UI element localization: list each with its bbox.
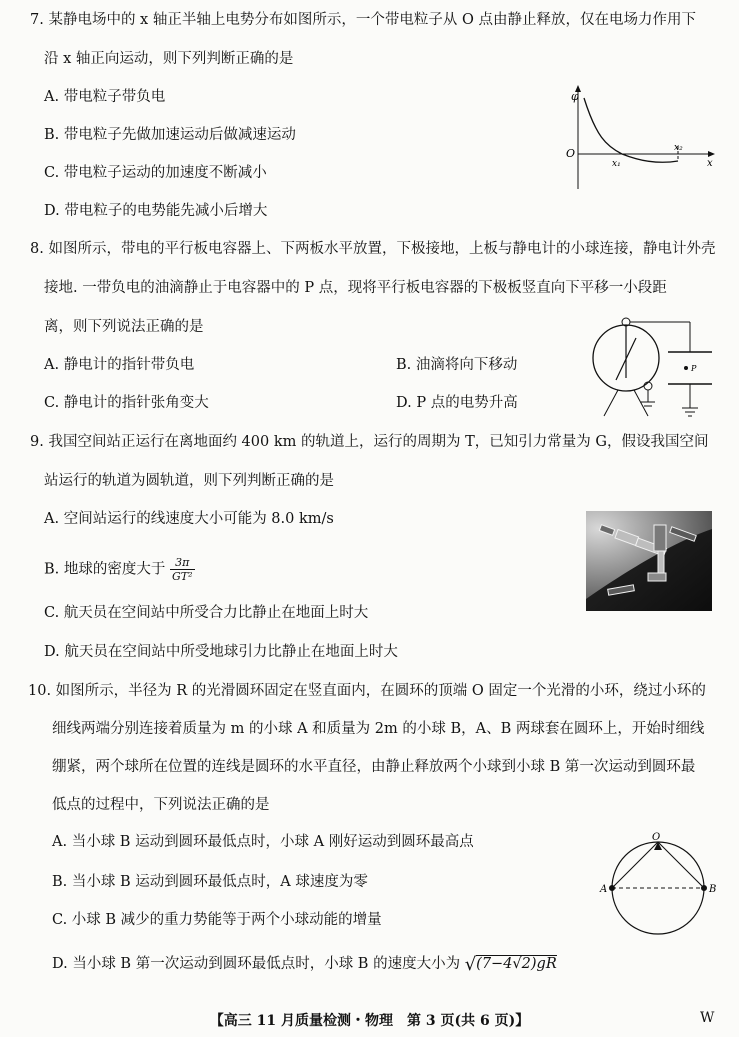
q10-stem-line4: 低点的过程中，下列说法正确的是 bbox=[52, 797, 270, 813]
q10-ring-diagram bbox=[598, 830, 722, 938]
q7-x-axis-label: x bbox=[707, 158, 713, 169]
q8-option-c: C. 静电计的指针张角变大 bbox=[44, 395, 209, 411]
q10-option-b: B. 当小球 B 运动到圆环最低点时，A 球速度为零 bbox=[52, 874, 368, 890]
q8-stem-line3: 离，则下列说法正确的是 bbox=[44, 319, 204, 335]
q7-option-c: C. 带电粒子运动的加速度不断减小 bbox=[44, 165, 267, 181]
q9-fraction-numerator: 3π bbox=[170, 556, 195, 570]
q9-option-a: A. 空间站运行的线速度大小可能为 8.0 km/s bbox=[44, 511, 334, 527]
q10-o-label: O bbox=[652, 832, 661, 843]
q7-x2-label: x₂ bbox=[674, 143, 683, 153]
q7-option-a: A. 带电粒子带负电 bbox=[44, 89, 166, 105]
q10-option-d bbox=[52, 954, 557, 975]
q10-stem-line2: 细线两端分别连接着质量为 m 的小球 A 和质量为 2m 的小球 B，A、B 两球套在圆环上，开始时细线 bbox=[52, 721, 705, 737]
q9-density-fraction bbox=[170, 556, 195, 583]
q9-option-c: C. 航天员在空间站中所受合力比静止在地面上时大 bbox=[44, 605, 369, 621]
q9-stem-line1: 9. 我国空间站正运行在离地面约 400 km 的轨道上，运行的周期为 T，已知引力常量为 G，假设我国空间 bbox=[30, 434, 709, 450]
q10-sqrt-sign: √ bbox=[464, 954, 477, 975]
q7-stem-line1: 7. 某静电场中的 x 轴正半轴上电势分布如图所示，一个带电粒子从 O 点由静止释放，仅在电场力作用下 bbox=[30, 12, 696, 28]
q9-option-b bbox=[44, 556, 195, 583]
q8-option-d: D. P 点的电势升高 bbox=[396, 395, 518, 411]
q8-option-b: B. 油滴将向下移动 bbox=[396, 357, 518, 373]
q10-sqrt-radicand: (7−4√2)gR bbox=[476, 956, 557, 972]
q8-electrometer-capacitor-diagram bbox=[590, 312, 725, 424]
q8-p-label: P bbox=[691, 364, 697, 373]
q10-a-label: A bbox=[600, 884, 608, 895]
q9-stem-line2: 站运行的轨道为圆轨道，则下列判断正确的是 bbox=[44, 473, 334, 489]
q10-stem-line1: 10. 如图所示，半径为 R 的光滑圆环固定在竖直面内，在圆环的顶端 O 固定一个光滑的小环，绕过小环的 bbox=[28, 683, 706, 699]
q7-option-d: D. 带电粒子的电势能先减小后增大 bbox=[44, 203, 268, 219]
q7-phi-label: φ bbox=[571, 90, 579, 103]
q7-option-b: B. 带电粒子先做加速运动后做减速运动 bbox=[44, 127, 296, 143]
q9-option-d: D. 航天员在空间站中所受地球引力比静止在地面上时大 bbox=[44, 644, 398, 660]
q10-option-c: C. 小球 B 减少的重力势能等于两个小球动能的增量 bbox=[52, 912, 382, 928]
q8-stem-line1: 8. 如图所示，带电的平行板电容器上、下两板水平放置，下极接地，上板与静电计的小球连接，静电计外壳 bbox=[30, 241, 716, 257]
q10-stem-line3: 绷紧，两个球所在位置的连线是圆环的水平直径，由静止释放两个小球到小球 B 第一次运动到圆环最 bbox=[52, 759, 696, 775]
q10-option-d-text: D. 当小球 B 第一次运动到圆环最低点时，小球 B 的速度大小为 bbox=[52, 956, 461, 972]
space-station-photo bbox=[586, 511, 712, 611]
q10-b-label: B bbox=[709, 884, 717, 895]
page-footer: 【高三 11 月质量检测・物理 第 3 页(共 6 页)】 bbox=[209, 1013, 530, 1029]
q7-potential-graph bbox=[560, 84, 720, 194]
q7-x1-label: x₁ bbox=[612, 159, 621, 169]
q8-stem-line2: 接地. 一带负电的油滴静止于电容器中的 P 点，现将平行板电容器的下极板竖直向下平移一小段距 bbox=[44, 280, 667, 296]
q7-origin-label: O bbox=[566, 147, 576, 160]
q7-stem-line2: 沿 x 轴正向运动，则下列判断正确的是 bbox=[44, 51, 294, 67]
q9-option-b-text: B. 地球的密度大于 bbox=[44, 561, 166, 578]
q10-option-a: A. 当小球 B 运动到圆环最低点时，小球 A 刚好运动到圆环最高点 bbox=[52, 834, 474, 850]
q8-option-a: A. 静电计的指针带负电 bbox=[44, 357, 195, 373]
corner-mark: W bbox=[700, 1010, 715, 1026]
q9-fraction-denominator: GT² bbox=[171, 570, 193, 583]
